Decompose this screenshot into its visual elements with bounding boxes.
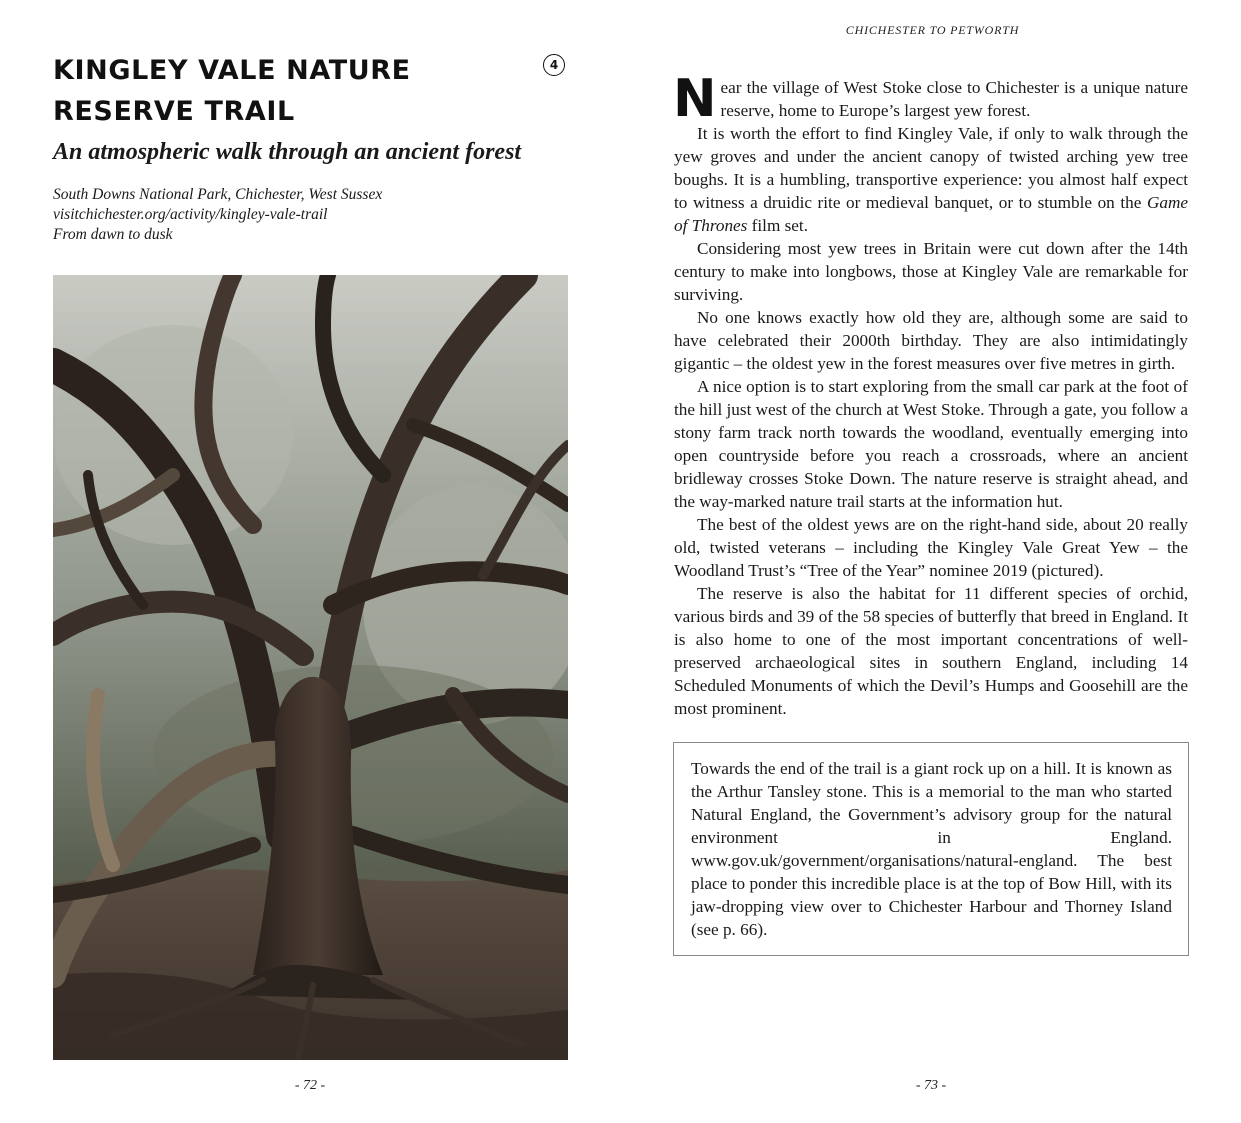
- paragraph-4: No one knows exactly how old they are, although some are said to have celebrated their 2000th birthday. They are also intimidatingly gigantic – the oldest yew in the forest measures over five metres in girth.: [674, 308, 1188, 373]
- page-number-left: - 72 -: [294, 1078, 326, 1093]
- page-title: KINGLEY VALE NATURE RESERVE TRAIL: [53, 55, 411, 127]
- location-text: South Downs National Park, Chichester, West Sussex: [53, 186, 383, 203]
- paragraph-1-text: ear the village of West Stoke close to Chichester is a unique nature reserve, home to Europe’s largest yew forest.: [720, 78, 1188, 120]
- left-page: [0, 0, 620, 1123]
- location-info: [53, 185, 573, 245]
- yew-tree-photo: [53, 275, 568, 1060]
- page-subtitle: An atmospheric walk through an ancient forest: [53, 139, 522, 165]
- entry-number-badge: 4: [543, 54, 565, 76]
- paragraph-3: Considering most yew trees in Britain were cut down after the 14th century to make into longbows, those at Kingley Vale are remarkable for surviving.: [674, 239, 1188, 304]
- paragraph-5: A nice option is to start exploring from the small car park at the foot of the hill just west of the church at West Stoke. Through a gate, you follow a stony farm track north towards the woodland, eventually emerging into open countryside before you reach a crossroads, where an ancient bridleway crosses Stoke Down. The nature reserve is straight ahead, and the way-marked nature trail starts at the information hut.: [674, 377, 1188, 511]
- paragraph-7: The reserve is also the habitat for 11 different species of orchid, various birds and 39 of the 58 species of butterfly that breed in England. It is also home to one of the most important concentrations of well-preserved archaeological sites in southern England, including 14 Scheduled Monuments of which the Devil’s Humps and Goosehill are the most prominent.: [674, 584, 1188, 718]
- paragraph-6: The best of the oldest yews are on the right-hand side, about 20 really old, twisted veterans – including the Kingley Vale Great Yew – the Woodland Trust’s “Tree of the Year” nominee 2019 (pictured).: [674, 515, 1188, 580]
- article-body: [673, 69, 1188, 720]
- right-page: [620, 0, 1241, 1123]
- paragraph-2: [674, 122, 1188, 237]
- running-head: CHICHESTER TO PETWORTH: [845, 23, 1020, 37]
- drop-cap: N: [673, 69, 717, 129]
- paragraph-2-italic: Game of Thrones: [674, 193, 1188, 235]
- paragraph-1: [673, 69, 1188, 129]
- paragraph-2-tail: film set.: [747, 216, 809, 235]
- opening-hours: From dawn to dusk: [53, 226, 173, 243]
- paragraph-2-text: It is worth the effort to find Kingley Vale, if only to walk through the yew groves and under the ancient canopy of twisted arching yew tree boughs. It is a humbling, transportive experience: you almost half expect to witness a druidic rite or medieval banquet, or to stumble on the: [674, 124, 1188, 212]
- tip-box: Towards the end of the trail is a giant rock up on a hill. It is known as the Arthur Tansley stone. This is a memorial to the man who started Natural England, the Government’s advisory group for the natural environment in England. www.gov.uk/government/organisations/natural-england. The best place to ponder this incredible place is at the top of Bow Hill, with its jaw-dropping view over to Chichester Harbour and Thorney Island (see p. 66).: [673, 742, 1189, 956]
- website-link[interactable]: visitchichester.org/activity/kingley-vale-trail: [53, 206, 328, 223]
- page-number-right: - 73 -: [915, 1078, 947, 1093]
